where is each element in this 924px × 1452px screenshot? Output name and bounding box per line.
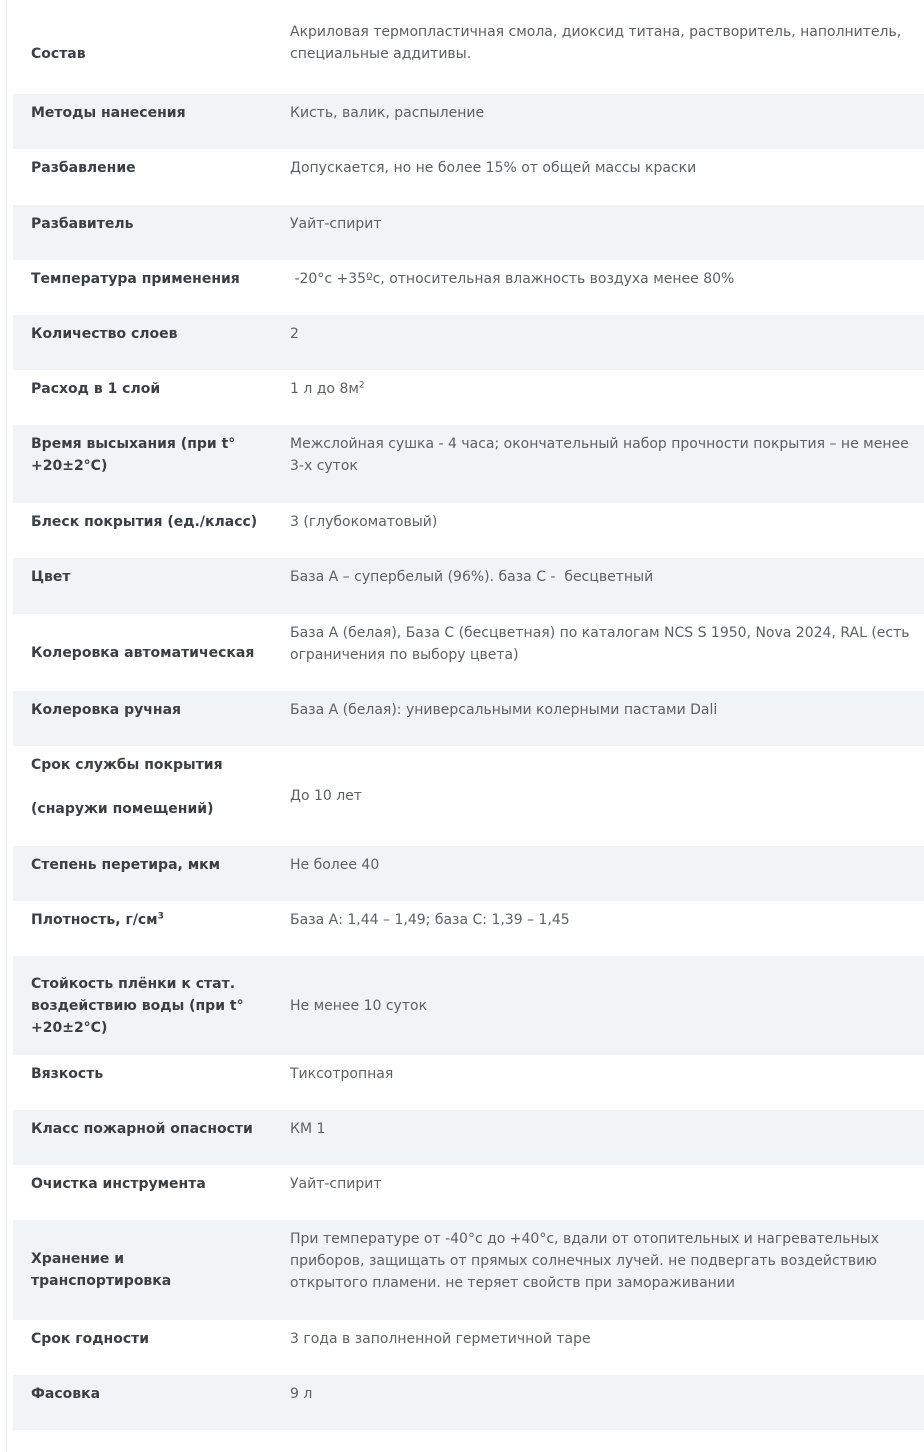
- spec-row-grind-degree: [13, 846, 924, 901]
- spec-value: До 10 лет: [290, 788, 362, 804]
- spec-label: Степень перетира, мкм: [13, 846, 272, 901]
- spec-label: Методы нанесения: [13, 94, 272, 149]
- spec-row-application-methods: [13, 94, 924, 149]
- spec-value: Уайт-спирит: [290, 1176, 382, 1192]
- spec-row-drying-time: [13, 425, 924, 503]
- spec-value: 2: [272, 315, 924, 370]
- spec-value: Допускается, но не более 15% от общей массы краски: [290, 160, 697, 176]
- spec-row-thinner: [13, 205, 924, 260]
- spec-row-number-of-coats: [13, 315, 924, 370]
- spec-label: Хранение и транспортировка: [13, 1220, 272, 1320]
- spec-row-viscosity: [13, 1055, 924, 1110]
- spec-value: Не более 40: [272, 846, 924, 901]
- spec-value: База А: 1,44 – 1,49; база С: 1,39 – 1,45: [290, 912, 570, 928]
- spec-label: Цвет: [13, 558, 272, 614]
- spec-label: Срок годности: [31, 1331, 150, 1347]
- spec-label: Очистка инструмента: [31, 1176, 206, 1192]
- spec-label: Плотность, $г/см^3$: [31, 911, 164, 928]
- spec-value: 3 (глубокоматовый): [290, 514, 438, 530]
- spec-row-tool-cleaning: [13, 1165, 924, 1220]
- spec-row-color: [13, 558, 924, 614]
- spec-row-shelf-life: [13, 1320, 924, 1375]
- spec-label: Количество слоев: [13, 315, 272, 370]
- spec-label: Вязкость: [31, 1066, 104, 1082]
- spec-value: Тиксотропная: [290, 1066, 394, 1082]
- spec-value: 1 л до $8м^2$: [290, 380, 365, 397]
- superscript: 3: [157, 911, 164, 922]
- spec-value: База А (белая): универсальными колерными пастами Dali: [272, 691, 924, 746]
- spec-value: База А (белая), База С (бесцветная) по каталогам NCS S 1950, Nova 2024, RAL (есть ограничения по выбору цвета): [290, 625, 910, 663]
- spec-row-fire-class: [13, 1110, 924, 1165]
- spec-value: 9 л: [272, 1375, 924, 1430]
- spec-label: Температура применения: [31, 271, 240, 287]
- spec-row-storage: [13, 1220, 924, 1320]
- specifications-table: [13, 13, 924, 1430]
- spec-label: Срок службы покрытия (снаружи помещений): [13, 746, 272, 846]
- spec-row-composition: [13, 13, 924, 94]
- spec-label: Блеск покрытия (ед./класс): [31, 514, 258, 530]
- spec-row-application-temperature: [13, 260, 924, 315]
- spec-row-consumption: [13, 370, 924, 425]
- spec-label: Расход в 1 слой: [31, 381, 161, 397]
- spec-value: 3 года в заполненной герметичной таре: [290, 1331, 591, 1347]
- spec-value: При температуре от -40°с до +40°с, вдали от отопительных и нагревательных приборов, защищать от прямых солнечных лучей. не подвергать воздействию открытого пламени. не теряет свойств при замораживании: [272, 1220, 924, 1320]
- spec-row-auto-tinting: [13, 614, 924, 691]
- spec-label: Колеровка автоматическая: [31, 644, 255, 661]
- spec-row-packaging: [13, 1375, 924, 1430]
- spec-value: КМ 1: [272, 1110, 924, 1165]
- spec-value: Межслойная сушка - 4 часа; окончательный набор прочности покрытия – не менее 3-х суток: [272, 425, 924, 503]
- spec-row-gloss: [13, 503, 924, 558]
- spec-row-manual-tinting: [13, 691, 924, 746]
- spec-row-service-life: [13, 746, 924, 846]
- spec-value: -20°с +35ºс, относительная влажность воздуха менее 80%: [290, 271, 735, 287]
- spec-label: Состав: [31, 45, 86, 62]
- spec-label-line2: (снаружи помещений): [31, 801, 214, 817]
- spec-label: Класс пожарной опасности: [13, 1110, 272, 1165]
- spec-value: База А – супербелый (96%). база С - бесцветный: [272, 558, 924, 614]
- spec-label: Разбавление: [31, 160, 136, 176]
- spec-row-water-resistance: [13, 956, 924, 1055]
- superscript: 2: [358, 380, 365, 391]
- spec-value: Не менее 10 суток: [272, 956, 924, 1055]
- spec-label: Время высыхания (при t° +20±2°C): [13, 425, 272, 503]
- spec-label: Стойкость плёнки к стат. воздействию воды (при t° +20±2°C): [13, 956, 272, 1055]
- spec-label: Разбавитель: [13, 205, 272, 260]
- spec-value: Акриловая термопластичная смола, диоксид титана, растворитель, наполнитель, специальные аддитивы.: [290, 24, 902, 62]
- left-border-line: [6, 0, 7, 1452]
- spec-row-dilution: [13, 149, 924, 205]
- spec-value: Кисть, валик, распыление: [272, 94, 924, 149]
- spec-label: Фасовка: [13, 1375, 272, 1430]
- spec-value: Уайт-спирит: [272, 205, 924, 260]
- spec-label: Колеровка ручная: [13, 691, 272, 746]
- spec-row-density: [13, 901, 924, 956]
